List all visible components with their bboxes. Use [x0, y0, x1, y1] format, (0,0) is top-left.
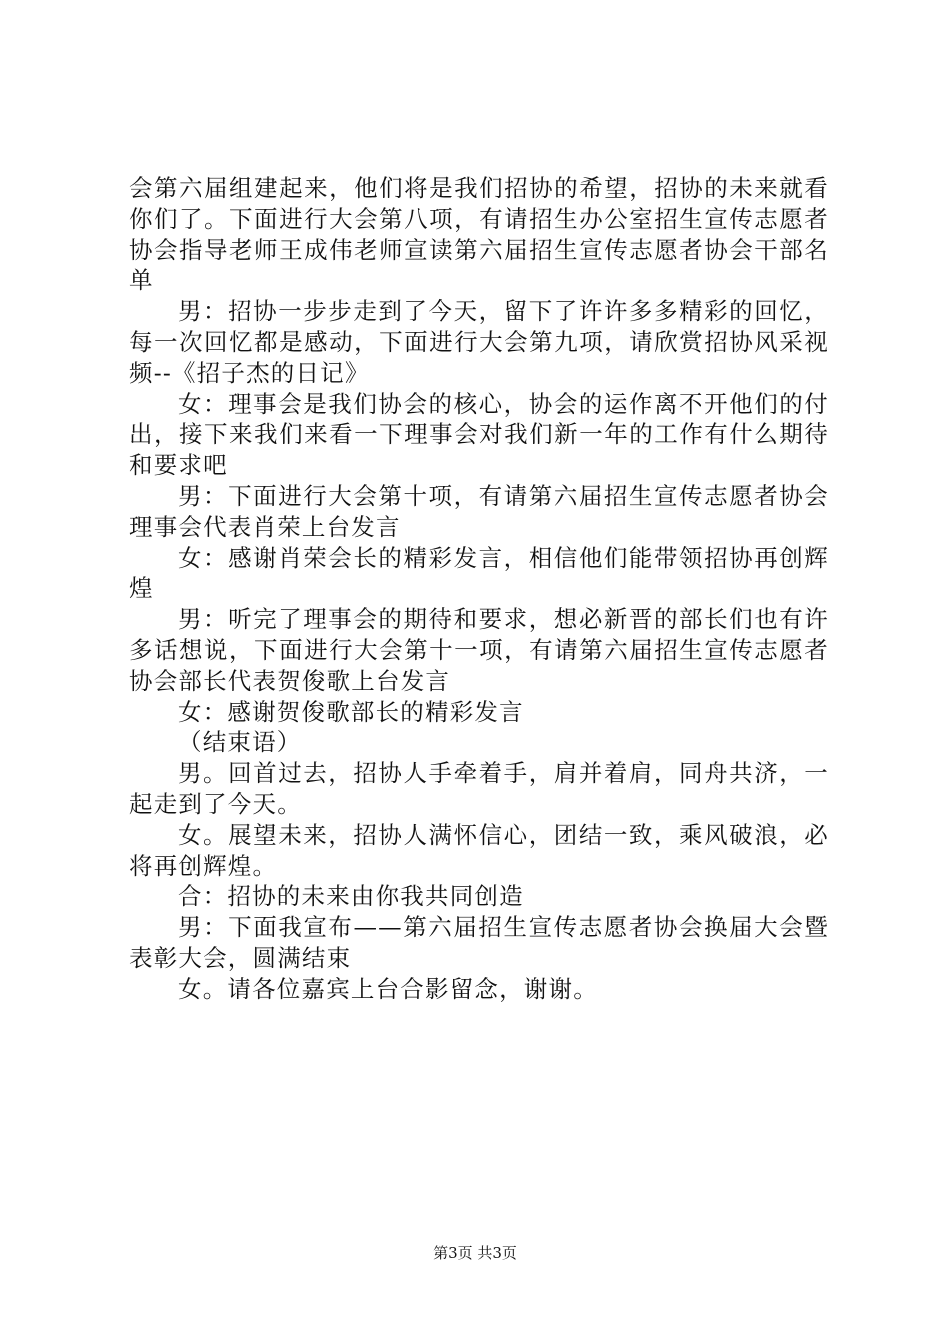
- paragraph-female-council: 女：理事会是我们协会的核心，协会的运作离不开他们的付出，接下来我们来看一下理事会对我们新一年的工作有什么期待和要求吧: [129, 389, 829, 480]
- paragraph-female-group-photo: 女。请各位嘉宾上台合影留念，谢谢。: [178, 974, 598, 1003]
- paragraph-female-thanks-he: 女：感谢贺俊歌部长的精彩发言: [178, 697, 524, 726]
- document-body: [129, 173, 829, 1005]
- paragraph-male-announce-end: 男：下面我宣布——第六届招生宣传志愿者协会换届大会暨表彰大会，圆满结束: [129, 913, 829, 972]
- paragraph-male-look-back: 男。回首过去，招协人手牵着手，肩并着肩，同舟共济，一起走到了今天。: [129, 759, 829, 818]
- paragraph-continuation: 会第六届组建起来，他们将是我们招协的希望，招协的未来就看你们了。下面进行大会第八项，有请招生办公室招生宣传志愿者协会指导老师王成伟老师宣读第六届招生宣传志愿者协会干部名单: [129, 174, 829, 295]
- paragraph-male-video: 男：招协一步步走到了今天，留下了许许多多精彩的回忆，每一次回忆都是感动，下面进行大会第九项，请欣赏招协风采视频--《招子杰的日记》: [129, 297, 829, 387]
- page-number-footer: 第3页 共3页: [433, 1244, 517, 1262]
- paragraph-male-item-eleven: 男：听完了理事会的期待和要求，想必新晋的部长们也有许多话想说，下面进行大会第十一项，有请第六届招生宣传志愿者协会部长代表贺俊歌上台发言: [129, 605, 829, 695]
- paragraph-female-thanks-xiao: 女：感谢肖荣会长的精彩发言，相信他们能带领招协再创辉煌: [129, 543, 829, 603]
- paragraph-together: 合：招协的未来由你我共同创造: [178, 882, 524, 911]
- paragraph-closing-heading: （结束语）: [178, 728, 302, 757]
- paragraph-male-item-ten: 男：下面进行大会第十项，有请第六届招生宣传志愿者协会理事会代表肖荣上台发言: [129, 481, 829, 541]
- paragraph-female-look-ahead: 女。展望未来，招协人满怀信心，团结一致，乘风破浪，必将再创辉煌。: [129, 820, 829, 880]
